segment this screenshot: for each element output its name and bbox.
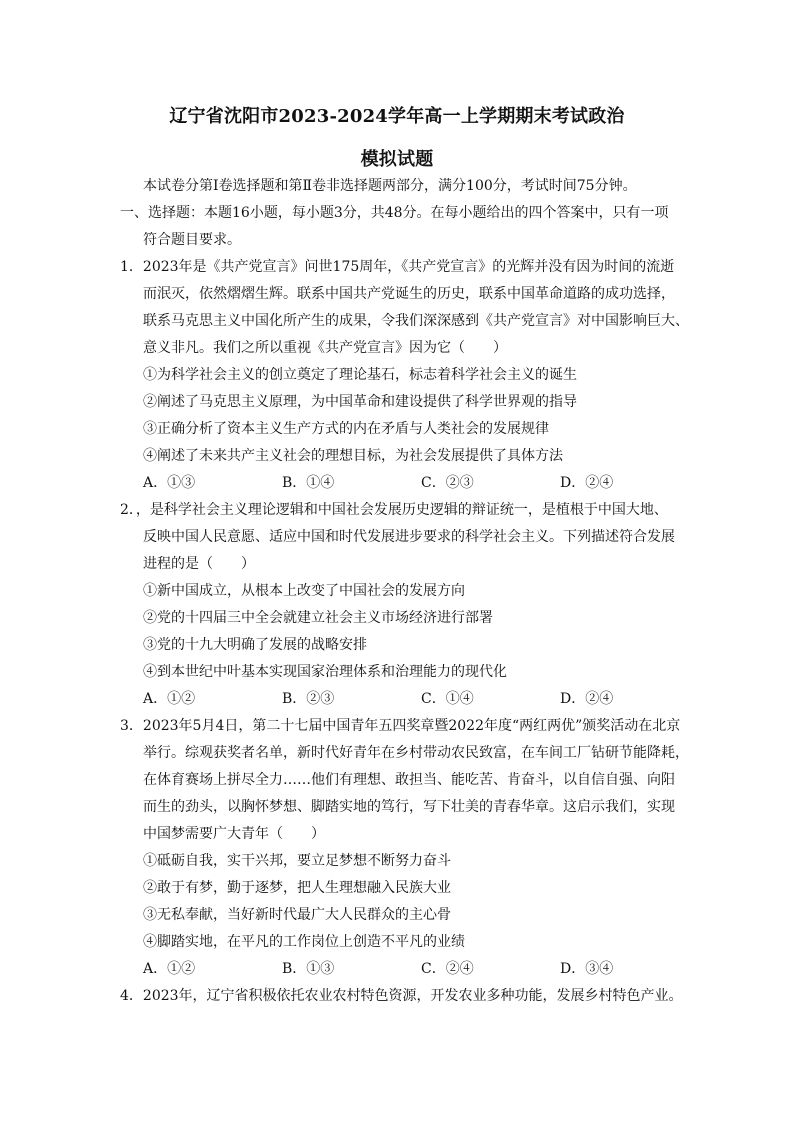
question-stem-line: 进程的是（ ）	[143, 556, 255, 572]
statement-item: ①为科学社会主义的创立奠定了理论基石，标志着科学社会主义的诞生	[143, 367, 577, 383]
question-stem-line: 而泯灭，依然熠熠生辉。联系中国共产党诞生的历史，联系中国革命道路的成功选择，	[143, 286, 675, 302]
question-stem-line: 1．2023年是《共产党宣言》问世175周年，《共产党宣言》的光辉并没有因为时间的流逝	[120, 259, 675, 275]
option-b[interactable]: B．②③	[282, 691, 335, 707]
statement-item: ①新中国成立，从根本上改变了中国社会的发展方向	[143, 583, 465, 599]
question-stem-line: 3．2023年5月4日，第二十七届中国青年五四奖章暨2022年度“两红两优”颁奖活动在北京	[120, 718, 681, 734]
option-a[interactable]: A．①②	[143, 691, 196, 707]
question-stem-line: 反映中国人民意愿、适应中国和时代发展进步要求的科学社会主义。下列描述符合发展	[143, 529, 675, 545]
option-a[interactable]: A．①③	[143, 475, 196, 491]
option-c[interactable]: C．②③	[421, 475, 474, 491]
statement-item: ①砥砺自我，实干兴邦，要立足梦想不断努力奋斗	[143, 853, 451, 869]
statement-item: ②党的十四届三中全会就建立社会主义市场经济进行部署	[143, 610, 493, 626]
question-stem-line: 在体育赛场上拼尽全力……他们有理想、敢担当、能吃苦、肯奋斗，以自信自强、向阳	[143, 772, 675, 788]
option-b[interactable]: B．①④	[282, 475, 335, 491]
option-d[interactable]: D．②④	[560, 475, 614, 491]
exam-instructions: 本试卷分第Ⅰ卷选择题和第Ⅱ卷非选择题两部分，满分100分，考试时间75分钟。	[143, 178, 637, 194]
question-stem-line: 2．，是科学社会主义理论逻辑和中国社会发展历史逻辑的辩证统一，是植根于中国大地、	[120, 502, 668, 518]
statement-item: ③党的十九大明确了发展的战略安排	[143, 637, 367, 653]
question-stem-line: 4．2023年，辽宁省积极依托农业农村特色资源，开发农业多种功能，发展乡村特色产业。	[120, 988, 683, 1004]
statement-item: ④脚踏实地，在平凡的工作岗位上创造不平凡的业绩	[143, 934, 465, 950]
option-b[interactable]: B．①③	[282, 961, 335, 977]
statement-item: ②敢于有梦，勤于逐梦，把人生理想融入民族大业	[143, 880, 451, 896]
question-stem-line: 举行。综观获奖者名单，新时代好青年在乡村带动农民致富，在车间工厂钻研节能降耗，	[143, 745, 689, 761]
option-d[interactable]: D．②④	[560, 691, 614, 707]
question-stem-line: 而生的劲头，以胸怀梦想、脚踏实地的笃行，写下壮美的青春华章。这启示我们，实现	[143, 799, 675, 815]
statement-item: ④阐述了未来共产主义社会的理想目标，为社会发展提供了具体方法	[143, 448, 563, 464]
option-a[interactable]: A．①②	[143, 961, 196, 977]
section-heading: 一、选择题：本题16小题，每小题3分，共48分。在每小题给出的四个答案中，只有一项	[120, 205, 669, 221]
statement-item: ②阐述了马克思主义原理，为中国革命和建设提供了科学世界观的指导	[143, 394, 577, 410]
statement-item: ③无私奉献，当好新时代最广大人民群众的主心骨	[143, 907, 451, 923]
section-heading-continued: 符合题目要求。	[143, 232, 241, 248]
option-c[interactable]: C．①④	[421, 691, 474, 707]
statement-item: ③正确分析了资本主义生产方式的内在矛盾与人类社会的发展规律	[143, 421, 549, 437]
question-stem-line: 中国梦需要广大青年（ ）	[143, 826, 325, 842]
document-subtitle: 模拟试题	[360, 149, 434, 170]
option-d[interactable]: D．③④	[560, 961, 614, 977]
option-c[interactable]: C．②④	[421, 961, 474, 977]
statement-item: ④到本世纪中叶基本实现国家治理体系和治理能力的现代化	[143, 664, 507, 680]
question-stem-line: 意义非凡。我们之所以重视《共产党宣言》因为它（ ）	[143, 340, 507, 356]
document-title: 辽宁省沈阳市2023-2024学年高一上学期期末考试政治	[169, 106, 625, 127]
question-stem-line: 联系马克思主义中国化所产生的成果，令我们深深感到《共产党宣言》对中国影响巨大、	[143, 313, 689, 329]
